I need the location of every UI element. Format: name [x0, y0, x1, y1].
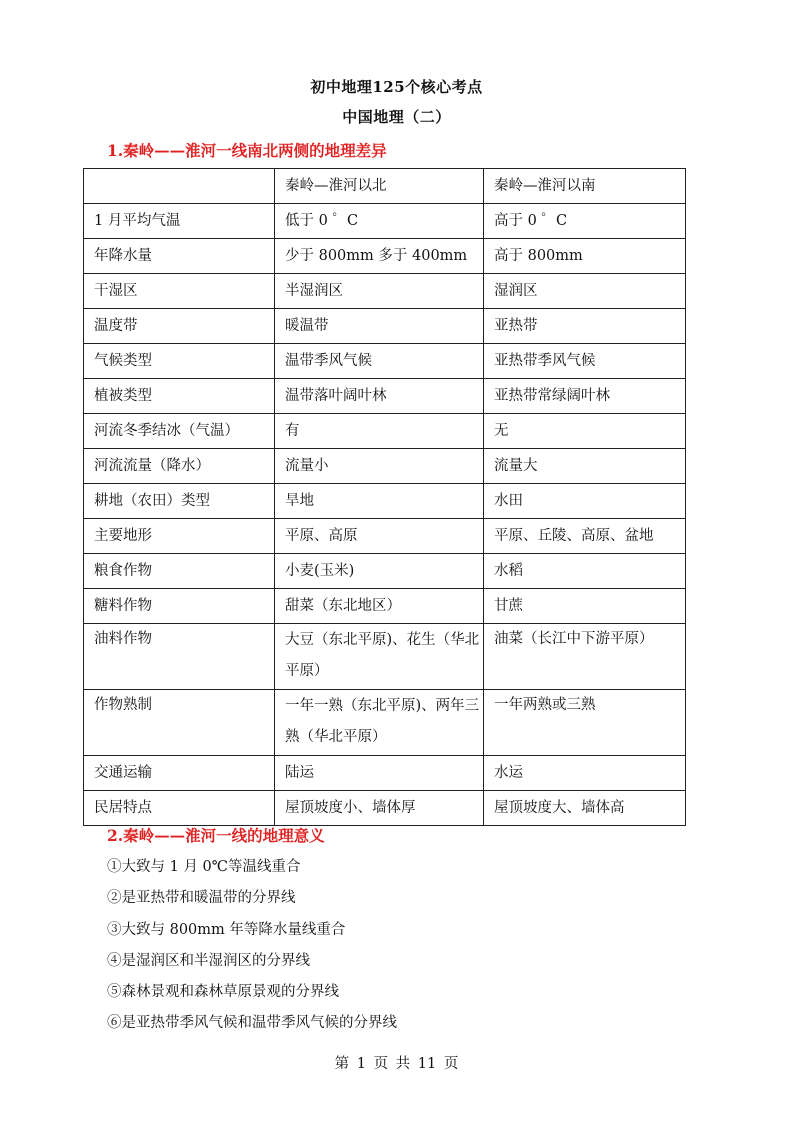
table-cell: 屋顶坡度小、墙体厚 — [275, 791, 484, 826]
table-cell: 主要地形 — [84, 519, 275, 554]
table-cell: 一年一熟（东北平原)、两年三熟（华北平原） — [275, 690, 484, 756]
table-row — [84, 239, 686, 274]
table-cell: 甜菜（东北地区） — [275, 589, 484, 624]
list-item: ⑤森林景观和森林草原景观的分界线 — [107, 984, 339, 1001]
table-cell: 无 — [484, 414, 686, 449]
table-cell: 平原、高原 — [275, 519, 484, 554]
list-item: ②是亚热带和暖温带的分界线 — [107, 890, 296, 907]
table-row — [84, 690, 686, 756]
table-cell: 亚热带常绿阔叶林 — [484, 379, 686, 414]
table-cell: 水稻 — [484, 554, 686, 589]
table-cell: 耕地（农田）类型 — [84, 484, 275, 519]
table-cell: 屋顶坡度大、墙体高 — [484, 791, 686, 826]
table-cell: 作物熟制 — [84, 690, 275, 756]
list-item: ④是湿润区和半湿润区的分界线 — [107, 952, 310, 969]
section-heading-1: 1.秦岭——淮河一线南北两侧的地理差异 — [107, 141, 387, 160]
table-row — [84, 519, 686, 554]
table-cell: 一年两熟或三熟 — [484, 690, 686, 756]
table-cell: 旱地 — [275, 484, 484, 519]
page-footer: 第 1 页 共 11 页 — [334, 1056, 459, 1072]
list-item: ③大致与 800mm 年等降水量线重合 — [107, 921, 346, 938]
table-cell: 平原、丘陵、高原、盆地 — [484, 519, 686, 554]
table-header-cell — [84, 169, 275, 204]
table-cell: 低于 0 ゜C — [275, 204, 484, 239]
table-row — [84, 414, 686, 449]
table-cell: 陆运 — [275, 756, 484, 791]
table-cell: 温带落叶阔叶林 — [275, 379, 484, 414]
table-header-row — [84, 169, 686, 204]
table-cell: 水运 — [484, 756, 686, 791]
table-cell: 油料作物 — [84, 624, 275, 690]
table-cell: 有 — [275, 414, 484, 449]
table-cell: 交通运输 — [84, 756, 275, 791]
table-cell: 气候类型 — [84, 344, 275, 379]
section-heading-2: 2.秦岭——淮河一线的地理意义 — [107, 826, 325, 845]
table-row — [84, 624, 686, 690]
table-cell: 流量大 — [484, 449, 686, 484]
comparison-table — [83, 168, 686, 826]
table-row — [84, 274, 686, 309]
table-cell: 暖温带 — [275, 309, 484, 344]
table-cell: 高于 0 ゜C — [484, 204, 686, 239]
list-item: ⑥是亚热带季风气候和温带季风气候的分界线 — [107, 1015, 397, 1032]
table-cell: 温度带 — [84, 309, 275, 344]
document-title: 初中地理125个核心考点 — [310, 78, 483, 96]
table-cell: 甘蔗 — [484, 589, 686, 624]
table-row — [84, 204, 686, 239]
table-row — [84, 756, 686, 791]
table-header-cell: 秦岭—淮河以北 — [275, 169, 484, 204]
table-row — [84, 589, 686, 624]
table-cell: 民居特点 — [84, 791, 275, 826]
table-cell: 大豆（东北平原)、花生（华北平原） — [275, 624, 484, 690]
table-cell: 温带季风气候 — [275, 344, 484, 379]
table-cell: 干湿区 — [84, 274, 275, 309]
table-cell: 粮食作物 — [84, 554, 275, 589]
table-row — [84, 379, 686, 414]
document-subtitle: 中国地理（二） — [342, 108, 451, 126]
table-cell: 小麦(玉米) — [275, 554, 484, 589]
table-cell: 河流冬季结冰（气温） — [84, 414, 275, 449]
table-cell: 亚热带 — [484, 309, 686, 344]
table-row — [84, 344, 686, 379]
table-cell: 亚热带季风气候 — [484, 344, 686, 379]
table-cell: 湿润区 — [484, 274, 686, 309]
table-cell: 少于 800mm 多于 400mm — [275, 239, 484, 274]
table-cell: 高于 800mm — [484, 239, 686, 274]
table-cell: 植被类型 — [84, 379, 275, 414]
significance-list — [107, 852, 397, 1040]
list-item: ①大致与 1 月 0℃等温线重合 — [107, 859, 301, 875]
table-row — [84, 309, 686, 344]
table-cell: 河流流量（降水） — [84, 449, 275, 484]
table-cell: 流量小 — [275, 449, 484, 484]
table-cell: 水田 — [484, 484, 686, 519]
table-header-cell: 秦岭—淮河以南 — [484, 169, 686, 204]
table-row — [84, 484, 686, 519]
table-cell: 半湿润区 — [275, 274, 484, 309]
table-cell: 油菜（长江中下游平原） — [484, 624, 686, 690]
table-cell: 年降水量 — [84, 239, 275, 274]
table-cell: 1 月平均气温 — [84, 204, 275, 239]
table-row — [84, 554, 686, 589]
table-cell: 糖料作物 — [84, 589, 275, 624]
table-row — [84, 449, 686, 484]
table-row — [84, 791, 686, 826]
